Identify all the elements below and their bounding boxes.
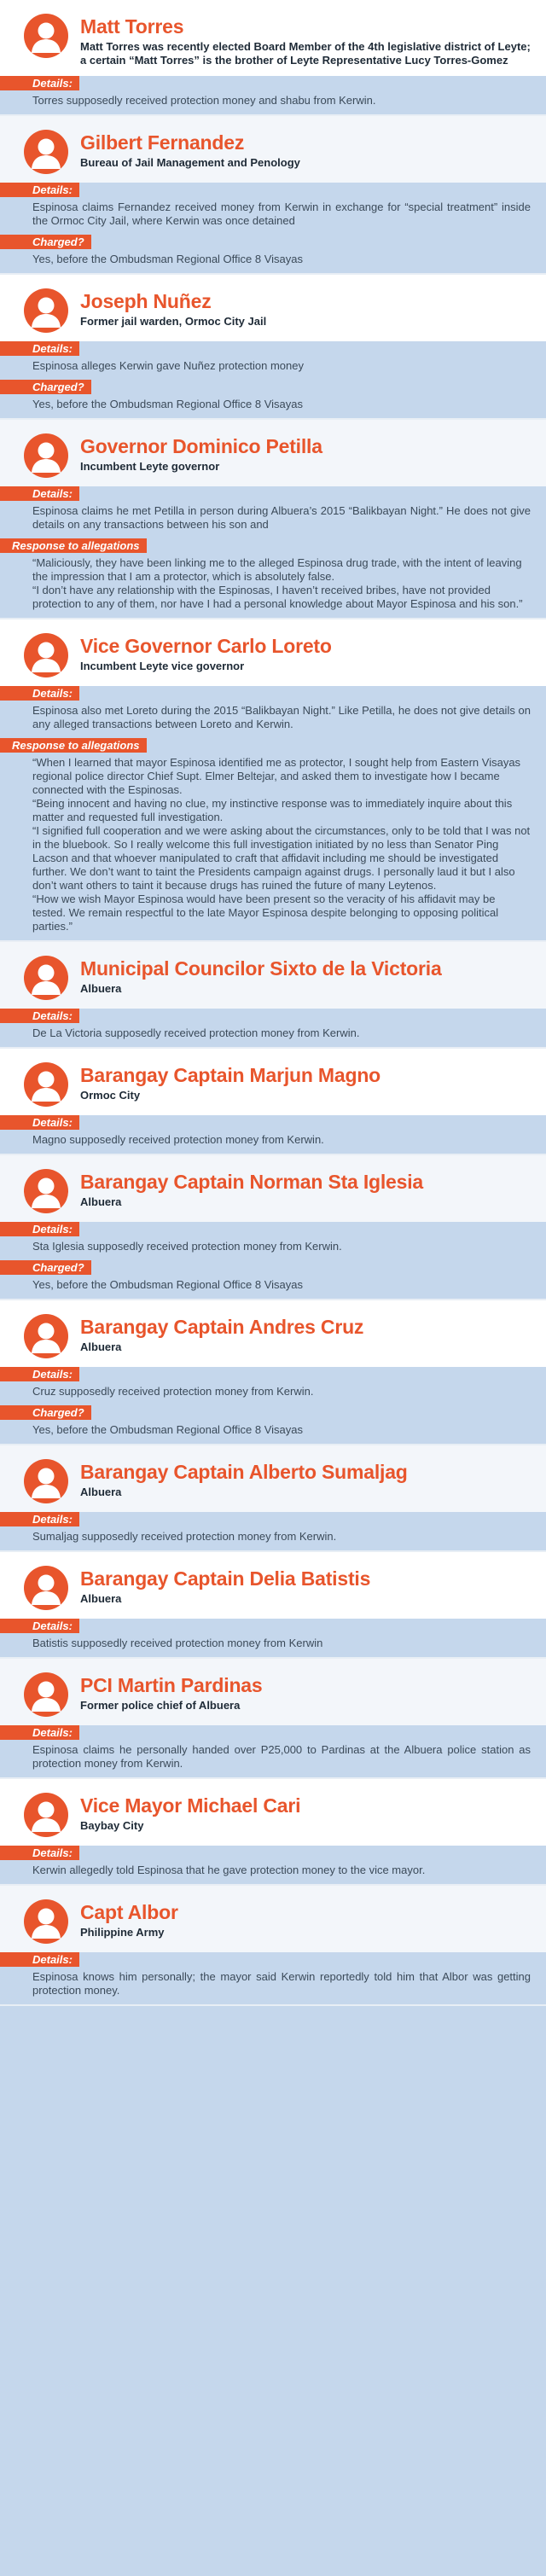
person-header [0,116,546,183]
person-role: Ormoc City [80,1089,141,1102]
person-role: Incumbent Leyte governor [80,460,220,473]
section-label: Response to allegations [0,538,147,553]
response-quote [0,554,546,613]
section-label: Details: [0,341,79,356]
person-silhouette-icon [24,1459,68,1503]
person-role: Albuera [80,982,122,995]
info-section [0,1512,546,1550]
person-silhouette-icon [24,1672,68,1717]
person-card [0,1445,546,1552]
person-role: Albuera [80,1592,122,1605]
person-card [0,1300,546,1445]
person-header [0,1886,546,1952]
person-card [0,1886,546,2006]
person-card [0,275,546,420]
person-silhouette-icon [24,130,68,174]
person-header [0,1049,546,1115]
quote-paragraph: “I don’t have any relationship with the Espinosas, I haven’t received bribes, have not provided protection to any of them, nor have I had a personal knowledge about Mayor Espinosa and his son.” [32,584,523,610]
section-text: Yes, before the Ombudsman Regional Office 8 Visayas [32,1423,304,1436]
section-label: Charged? [0,380,91,394]
section-text: Sta Iglesia supposedly received protection money from Kerwin. [32,1240,342,1253]
info-section [0,1619,546,1657]
info-section [0,1846,546,1884]
person-name: Vice Mayor Michael Cari [80,1794,301,1817]
person-card [0,1779,546,1886]
section-label: Details: [0,1222,79,1236]
section-label: Details: [0,1115,79,1130]
person-header-text [80,288,531,329]
info-section [0,380,546,418]
person-silhouette-icon [24,1062,68,1107]
info-section [0,486,546,538]
section-text: Yes, before the Ombudsman Regional Office 8 Visayas [32,253,304,265]
person-silhouette-icon [24,1314,68,1358]
person-name: Barangay Captain Norman Sta Iglesia [80,1171,424,1193]
section-text: Batistis supposedly received protection money from Kerwin [32,1637,323,1649]
person-header [0,0,546,76]
person-name: Barangay Captain Marjun Magno [80,1064,381,1086]
info-section [0,1405,546,1444]
person-card [0,1049,546,1155]
section-text: De La Victoria supposedly received protection money from Kerwin. [32,1026,360,1039]
person-header-text [80,1793,531,1833]
person-header-text [80,1672,531,1712]
person-silhouette-icon [24,633,68,677]
person-card [0,942,546,1049]
info-section [0,341,546,380]
info-section [0,686,546,738]
section-text: Espinosa claims Fernandez received money from Kerwin in exchange for “special treatment” inside the Ormoc City Jail, where Kerwin was once detained [32,201,531,227]
info-section [0,1222,546,1260]
section-text: Yes, before the Ombudsman Regional Office 8 Visayas [32,398,304,410]
section-label: Details: [0,1512,79,1526]
person-header [0,942,546,1009]
person-header-text [80,130,531,170]
person-header-text [80,633,531,673]
quote-paragraph: “Being innocent and having no clue, my instinctive response was to immediately inquire about this matter and requested full investigation. [32,797,513,823]
person-role: Philippine Army [80,1926,165,1939]
person-header-text [80,1459,531,1499]
person-header [0,1552,546,1619]
info-section [0,738,546,940]
person-silhouette-icon [24,288,68,333]
person-header [0,619,546,686]
person-name: Barangay Captain Alberto Sumaljag [80,1461,408,1483]
section-label: Details: [0,1846,79,1860]
person-card [0,1659,546,1779]
section-label: Details: [0,1367,79,1381]
info-section [0,1260,546,1299]
person-silhouette-icon [24,1793,68,1837]
section-label: Details: [0,1009,79,1023]
section-text: Yes, before the Ombudsman Regional Office 8 Visayas [32,1278,304,1291]
person-role: Former police chief of Albuera [80,1699,241,1712]
person-silhouette-icon [24,1169,68,1213]
person-silhouette-icon [24,1566,68,1610]
info-section [0,235,546,273]
person-header-text [80,1169,531,1209]
quote-paragraph: “Maliciously, they have been linking me to the alleged Espinosa drug trade, with the intent of leaving the impression that I am a protector, which is absolutely false. [32,556,522,583]
person-header-text [80,1062,531,1102]
person-name: Joseph Nuñez [80,290,212,312]
section-text: Espinosa also met Loreto during the 2015 “Balikbayan Night.” Like Petilla, he does not give details on any alleged transactions between Loreto and Kerwin. [32,704,531,730]
person-name: Barangay Captain Delia Batistis [80,1567,371,1590]
person-header-text [80,14,531,67]
person-header [0,420,546,486]
person-header [0,1779,546,1846]
quote-paragraph: “I signified full cooperation and we were asking about the circumstances, only to be told that I was not in the bluebook. So I really welcome this full investigation initiated by no less than Senator Ping Lacson and that whoever manipulated to craft that affidavit including me should be investigated further. We don’t want to taint the Presidents campaign against drugs. I personally laud it but I also don’t want others to taint it because drugs has ruined the future of many Leytenos. [32,824,531,892]
section-label: Details: [0,486,79,501]
section-text: Espinosa knows him personally; the mayor said Kerwin reportedly told him that Albor was getting protection money. [32,1970,531,1997]
section-label: Charged? [0,1260,91,1275]
section-label: Charged? [0,1405,91,1420]
info-section [0,183,546,235]
person-card [0,0,546,116]
section-text: Magno supposedly received protection money from Kerwin. [32,1133,324,1146]
section-text: Espinosa claims he met Petilla in person during Albuera’s 2015 “Balikbayan Night.” He does not give details on any transactions between his son and [32,504,531,531]
person-header-text [80,1314,531,1354]
person-name: Vice Governor Carlo Loreto [80,635,332,657]
person-card [0,1155,546,1300]
person-header [0,1445,546,1512]
person-header [0,1300,546,1367]
info-section [0,1115,546,1154]
person-name: Gilbert Fernandez [80,131,245,154]
person-header [0,1659,546,1725]
person-card [0,1552,546,1659]
section-text: Espinosa claims he personally handed over P25,000 to Pardinas at the Albuera police station as protection money from Kerwin. [32,1743,531,1770]
section-text: Kerwin allegedly told Espinosa that he gave protection money to the vice mayor. [32,1864,426,1876]
person-name: Capt Albor [80,1901,178,1923]
section-text: Espinosa alleges Kerwin gave Nuñez protection money [32,359,304,372]
section-text: Torres supposedly received protection money and shabu from Kerwin. [32,94,376,107]
person-role: Baybay City [80,1819,144,1832]
section-label: Details: [0,686,79,701]
person-silhouette-icon [24,14,68,58]
person-name: PCI Martin Pardinas [80,1674,263,1696]
person-card [0,420,546,619]
person-name: Governor Dominico Petilla [80,435,322,457]
section-label: Details: [0,1725,79,1740]
section-text: Sumaljag supposedly received protection money from Kerwin. [32,1530,337,1543]
person-name: Municipal Councilor Sixto de la Victoria [80,957,442,980]
person-role: Incumbent Leyte vice governor [80,660,245,672]
person-name: Matt Torres [80,15,184,38]
person-role: Bureau of Jail Management and Penology [80,156,300,169]
person-header [0,1155,546,1222]
person-role: Albuera [80,1340,122,1353]
person-header [0,275,546,341]
section-label: Details: [0,1619,79,1633]
info-section [0,1725,546,1777]
section-label: Details: [0,1952,79,1967]
person-role: Matt Torres was recently elected Board Member of the 4th legislative district of Leyte; a certain “Matt Torres” is the brother of Leyte Representative Lucy Torres-Gomez [80,40,531,67]
person-role: Albuera [80,1195,122,1208]
section-label: Details: [0,76,79,90]
section-text: Cruz supposedly received protection money from Kerwin. [32,1385,314,1398]
section-label: Response to allegations [0,738,147,753]
section-label: Charged? [0,235,91,249]
person-silhouette-icon [24,433,68,478]
info-section [0,1009,546,1047]
person-role: Albuera [80,1486,122,1498]
person-header-text [80,1566,531,1606]
quote-paragraph: “How we wish Mayor Espinosa would have been present so the veracity of his affidavit may be tested. We remain respectful to the late Mayor Espinosa despite belonging to opposing political parties.” [32,893,499,933]
info-section [0,538,546,618]
info-section [0,1952,546,2004]
person-silhouette-icon [24,956,68,1000]
person-silhouette-icon [24,1899,68,1944]
section-label: Details: [0,183,79,197]
person-role: Former jail warden, Ormoc City Jail [80,315,267,328]
response-quote [0,753,546,935]
person-name: Barangay Captain Andres Cruz [80,1316,364,1338]
person-card [0,619,546,942]
info-section [0,76,546,114]
person-header-text [80,1899,531,1939]
person-header-text [80,956,531,996]
quote-paragraph: “When I learned that mayor Espinosa identified me as protector, I sought help from Eastern Visayas regional police director Chief Supt. Elmer Beltejar, and asked them to investigate how I became connected with the Espinosas. [32,756,521,796]
info-section [0,1367,546,1405]
person-header-text [80,433,531,474]
person-card [0,116,546,275]
